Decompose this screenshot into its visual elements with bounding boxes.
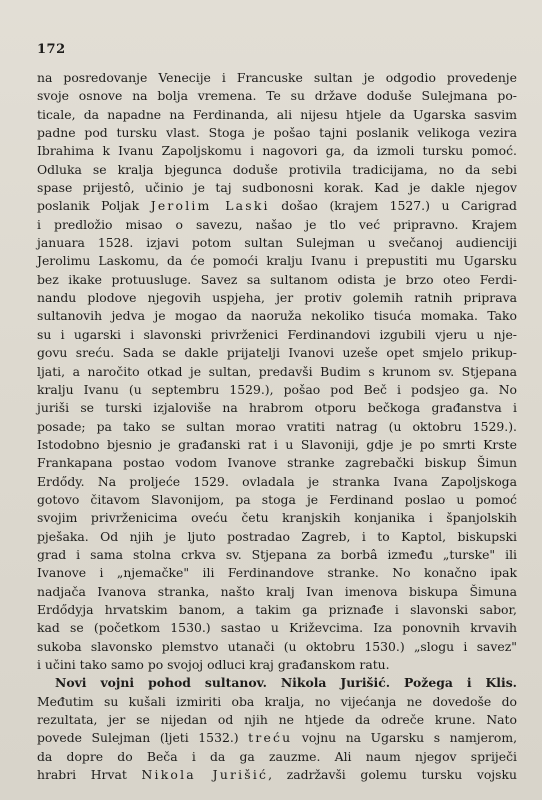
text-line — [37, 197, 517, 215]
text-line: i učini tako samo po svojoj odluci kraj građanskom ratu. — [37, 657, 390, 672]
text-line: kralju Ivanu (u septembru 1529.), pošao pod Beč i podsjeo ga. No — [37, 381, 517, 397]
text-line: Istodobno bjesnio je građanski rat i u Slavoniji, gdje je po smrti Krste — [37, 436, 517, 452]
text-line: nandu plodove njegovih uspjeha, jer protiv golemih ratnih priprava — [37, 290, 517, 306]
text-segment: došao (krajem 1527.) u Carigrad — [269, 198, 517, 214]
text-line: rezultata, jer se nijedan od njih ne htjede da odreče krune. Nato — [37, 712, 517, 728]
section-heading: Novi vojni pohod sultanov. Nikola Jurišić. Požega i Klis. — [55, 675, 517, 691]
text-line: gotovo čitavom Slavonijom, pa stoga je Ferdinand poslao u pomoć — [37, 491, 517, 507]
text-segment: , zadržavši golemu tursku vojsku — [268, 767, 517, 783]
text-segment: hrabri Hrvat — [37, 767, 142, 783]
text-line: Ivanove i „njemačke" ili Ferdinandove stranke. No konačno ipak — [37, 565, 517, 581]
spaced-name: treću — [248, 730, 293, 746]
text-line: kad se (početkom 1530.) sastao u Križevcima. Iza ponovnih krvavih — [37, 620, 517, 636]
text-line — [37, 729, 517, 747]
text-segment: poslanik Poljak — [37, 198, 151, 214]
text-line: sukoba slavonsko plemstvo utanači (u oktobru 1530.) „slogu i savez" — [37, 638, 517, 654]
text-segment: povede Sulejman (ljeti 1532.) — [37, 730, 249, 746]
text-segment: vojnu na Ugarsku s namjerom, — [292, 730, 518, 746]
spaced-name: Nikola Jurišić — [141, 767, 269, 783]
text-line: spase prijestô, učinio je taj sudbonosni korak. Kad je dakle njegov — [37, 180, 517, 196]
page-number: 172 — [37, 42, 66, 57]
text-line: i predložio misao o savezu, našao je tlo već pripravno. Krajem — [37, 216, 517, 232]
text-line: Frankapana postao vodom Ivanove stranke zagrebački biskup Šimun — [37, 455, 517, 471]
text-line: da dopre do Beča i da ga zauzme. Ali naum njegov spriječi — [37, 748, 517, 764]
text-line: bez ikake protuusluge. Savez sa sultanom odista je brzo oteo Ferdi- — [37, 271, 517, 287]
text-line: Erdődyja hrvatskim banom, a takim ga priznađe i slavonski sabor, — [37, 601, 517, 617]
text-line: Ibrahima k Ivanu Zapoljskomu i nagovori ga, da izmoli tursku pomoć. — [37, 143, 517, 159]
text-line: Međutim su kušali izmiriti oba kralja, no vijećanja ne dovedoše do — [37, 693, 517, 709]
text-line: Erdődy. Na proljeće 1529. ovladala je stranka Ivana Zapoljskoga — [37, 473, 517, 489]
text-line: juriši se turski izjaloviše na hrabrom otporu bečkoga građanstva i — [37, 400, 517, 416]
text-line: Jerolimu Laskomu, da će pomoći kralju Ivanu i prepustiti mu Ugarsku — [37, 253, 517, 269]
text-line: na posredovanje Venecije i Francuske sultan je odgodio provedenje — [37, 70, 517, 85]
text-line: posade; pa tako se sultan morao vratiti natrag (u oktobru 1529.). — [37, 418, 517, 434]
text-line: padne pod tursku vlast. Stoga je pošao tajni poslanik velikoga vezira — [37, 125, 517, 141]
text-line: nadjača Ivanova stranka, našto kralj Ivan imenova biskupa Šimuna — [37, 583, 517, 599]
text-line: ljati, a naročito otkad je sultan, predavši Budim s krunom sv. Stjepana — [37, 363, 517, 379]
text-line: su i ugarski i slavonski privrženici Ferdinandovi izgubili vjeru u nje- — [37, 326, 517, 342]
text-line: govu sreću. Sada se dakle prijatelji Ivanovi uzeše opet smjelo prikup- — [37, 345, 517, 361]
spaced-name: Jerolim Laski — [150, 198, 270, 214]
text-line: sultanovih jedva je mogao da naoruža nekoliko tisuća momaka. Tako — [37, 308, 517, 324]
text-line: pješaka. Od njih je ljuto postradao Zagreb, i to Kaptol, biskupski — [37, 528, 517, 544]
text-line: grad i sama stolna crkva sv. Stjepana za borbâ između „turske" ili — [37, 546, 517, 562]
text-line: Odluka se kralja bjegunca doduše protivila tradicijama, no da sebi — [37, 161, 517, 177]
body-text — [37, 69, 517, 784]
text-line: ticale, da napadne na Ferdinanda, ali nijesu htjele da Ugarska sasvim — [37, 106, 517, 122]
text-line: svojim privrženicima oveću četu kranjskih konjanika i španjolskih — [37, 510, 517, 526]
text-line: svoje osnove na bolja vremena. Te su države doduše Sulejmana po- — [37, 88, 517, 104]
text-line: januara 1528. izjavi potom sultan Sulejman u svečanoj audienciji — [37, 235, 517, 251]
text-line — [37, 766, 517, 784]
